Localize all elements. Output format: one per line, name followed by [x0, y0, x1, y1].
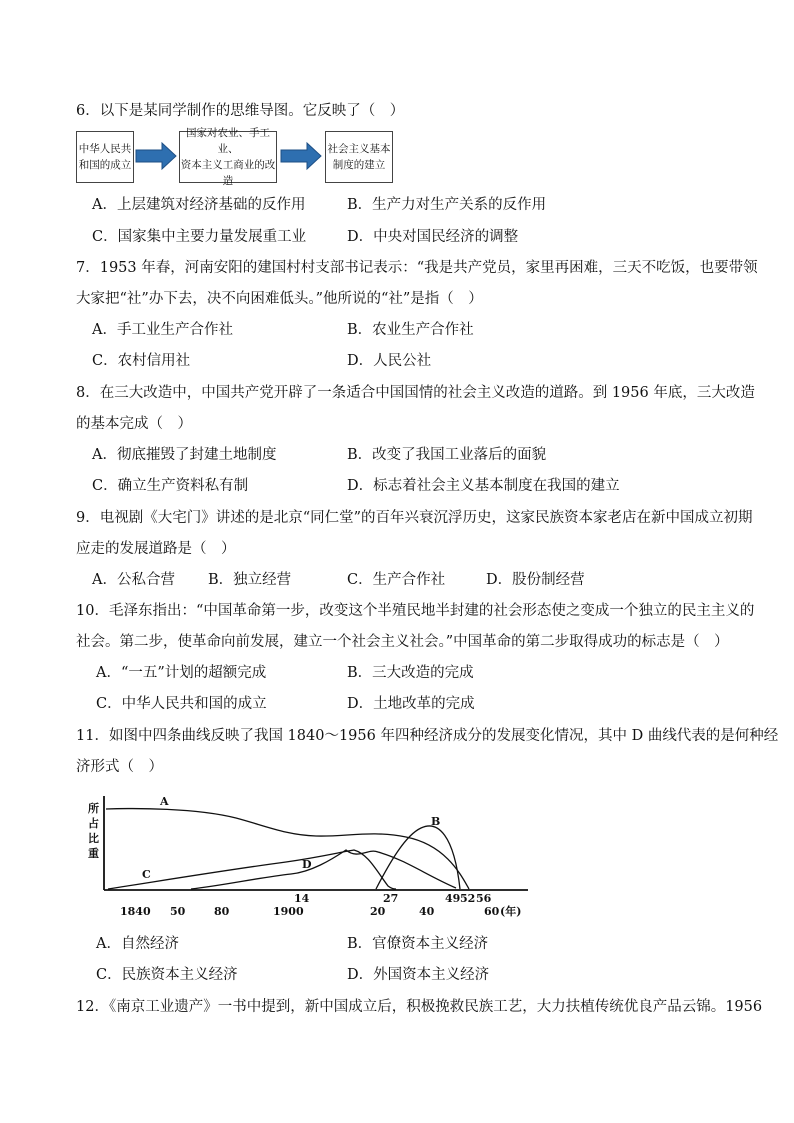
- q9-option-a[interactable]: A．公私合营: [92, 572, 175, 588]
- mindmap-arrow-2: [279, 141, 323, 171]
- box2-line2: 资本主义工商业的改造: [180, 159, 276, 187]
- tick-14: 14: [294, 892, 310, 905]
- curve-label-b: B: [431, 815, 441, 828]
- q9-option-b[interactable]: B．独立经营: [208, 572, 292, 588]
- tick-20: 20: [370, 905, 386, 918]
- q8-stem-line1: 8．在三大改造中，中国共产党开辟了一条适合中国国情的社会主义改造的道路。到 1956 年底，三大改造: [76, 385, 755, 401]
- tick-1840: 1840: [120, 905, 151, 918]
- economy-curves-chart: [76, 790, 536, 920]
- q6-option-a[interactable]: A．上层建筑对经济基础的反作用: [92, 197, 306, 213]
- curve-label-d: D: [302, 858, 312, 871]
- q8-option-a[interactable]: A．彻底摧毁了封建土地制度: [92, 447, 277, 463]
- q7-stem-line2: 大家把“社”办下去，决不向困难低头。”他所说的“社”是指（ ）: [76, 291, 483, 307]
- curve-label-c: C: [142, 868, 151, 881]
- q11-option-c[interactable]: C．民族资本主义经济: [96, 967, 238, 983]
- q11-option-b[interactable]: B．官僚资本主义经济: [347, 936, 489, 952]
- q12-stem-line1: 12．《南京工业遗产》一书中提到，新中国成立后，积极挽救民族工艺，大力扶植传统优良产品云锦。1956: [76, 999, 763, 1015]
- mindmap-box-3: [325, 131, 393, 183]
- box3-line2: 制度的建立: [332, 159, 386, 171]
- q9-option-c[interactable]: C．生产合作社: [347, 572, 446, 588]
- box1-line1: 中华人民共: [78, 143, 132, 155]
- ylabel-char-4: 重: [88, 847, 99, 860]
- ylabel-char-1: 所: [88, 802, 99, 815]
- q10-stem-line1: 10．毛泽东指出：“中国革命第一步，改变这个半殖民地半封建的社会形态使之变成一个独立的民主主义的: [76, 603, 755, 619]
- q7-option-d[interactable]: D．人民公社: [347, 353, 432, 369]
- q9-option-d[interactable]: D．股份制经营: [486, 572, 585, 588]
- q9-stem-line1: 9．电视剧《大宅门》讲述的是北京“同仁堂”的百年兴衰沉浮历史，这家民族资本家老店在新中国成立初期: [76, 510, 753, 526]
- curve-a: [106, 809, 469, 889]
- q10-option-d[interactable]: D．土地改革的完成: [347, 696, 475, 712]
- tick-49: 49: [445, 892, 461, 905]
- q8-option-c[interactable]: C．确立生产资料私有制: [92, 478, 249, 494]
- q7-option-c[interactable]: C．农村信用社: [92, 353, 191, 369]
- q8-stem-line2: 的基本完成（ ）: [76, 416, 192, 432]
- mindmap-box-2: [179, 127, 277, 187]
- q10-option-c[interactable]: C．中华人民共和国的成立: [96, 696, 267, 712]
- q7-option-b[interactable]: B．农业生产合作社: [347, 322, 474, 338]
- box1-line2: 和国的成立: [78, 159, 132, 171]
- tick-56: 56: [476, 892, 492, 905]
- mindmap-box-1: [76, 131, 134, 183]
- q7-stem-line1: 7．1953 年春，河南安阳的建国村村支部书记表示：“我是共产党员，家里再困难，三天不吃饭，也要带领: [76, 260, 758, 276]
- q6-option-d[interactable]: D．中央对国民经济的调整: [347, 229, 519, 245]
- q9-stem-line2: 应走的发展道路是（ ）: [76, 541, 236, 557]
- tick-52: 52: [460, 892, 476, 905]
- mindmap-arrow-1: [134, 141, 178, 171]
- tick-60: 60: [484, 905, 500, 918]
- ylabel-char-2: 占: [88, 817, 99, 830]
- q7-option-a[interactable]: A．手工业生产合作社: [92, 322, 233, 338]
- curve-b: [376, 826, 460, 889]
- tick-27: 27: [383, 892, 399, 905]
- q6-option-c[interactable]: C．国家集中主要力量发展重工业: [92, 229, 307, 245]
- ylabel-char-3: 比: [88, 832, 99, 845]
- q11-stem-line2: 济形式（ ）: [76, 759, 163, 775]
- curve-label-a: A: [160, 795, 169, 808]
- tick-50: 50: [170, 905, 186, 918]
- box2-line1: 国家对农业、手工业、: [186, 127, 270, 155]
- curve-c: [108, 850, 396, 889]
- tick-80: 80: [214, 905, 230, 918]
- q6-option-b[interactable]: B．生产力对生产关系的反作用: [347, 197, 547, 213]
- tick-40: 40: [419, 905, 435, 918]
- x-axis-unit: (年): [500, 905, 522, 918]
- q10-option-a[interactable]: A．“一五”计划的超额完成: [96, 665, 267, 681]
- box3-line1: 社会主义基本: [327, 143, 391, 155]
- q8-option-d[interactable]: D．标志着社会主义基本制度在我国的建立: [347, 478, 620, 494]
- q11-option-d[interactable]: D．外国资本主义经济: [347, 967, 490, 983]
- q11-option-a[interactable]: A．自然经济: [96, 936, 179, 952]
- q10-stem-line2: 社会。第二步，使革命向前发展，建立一个社会主义社会。”中国革命的第二步取得成功的标志是（ ）: [76, 634, 729, 650]
- q8-option-b[interactable]: B．改变了我国工业落后的面貌: [347, 447, 547, 463]
- q10-option-b[interactable]: B．三大改造的完成: [347, 665, 474, 681]
- q6-stem: 6．以下是某同学制作的思维导图。它反映了（ ）: [76, 103, 405, 119]
- tick-1900: 1900: [273, 905, 304, 918]
- q11-stem-line1: 11．如图中四条曲线反映了我国 1840～1956 年四种经济成分的发展变化情况，其中 D 曲线代表的是何种经: [76, 728, 779, 744]
